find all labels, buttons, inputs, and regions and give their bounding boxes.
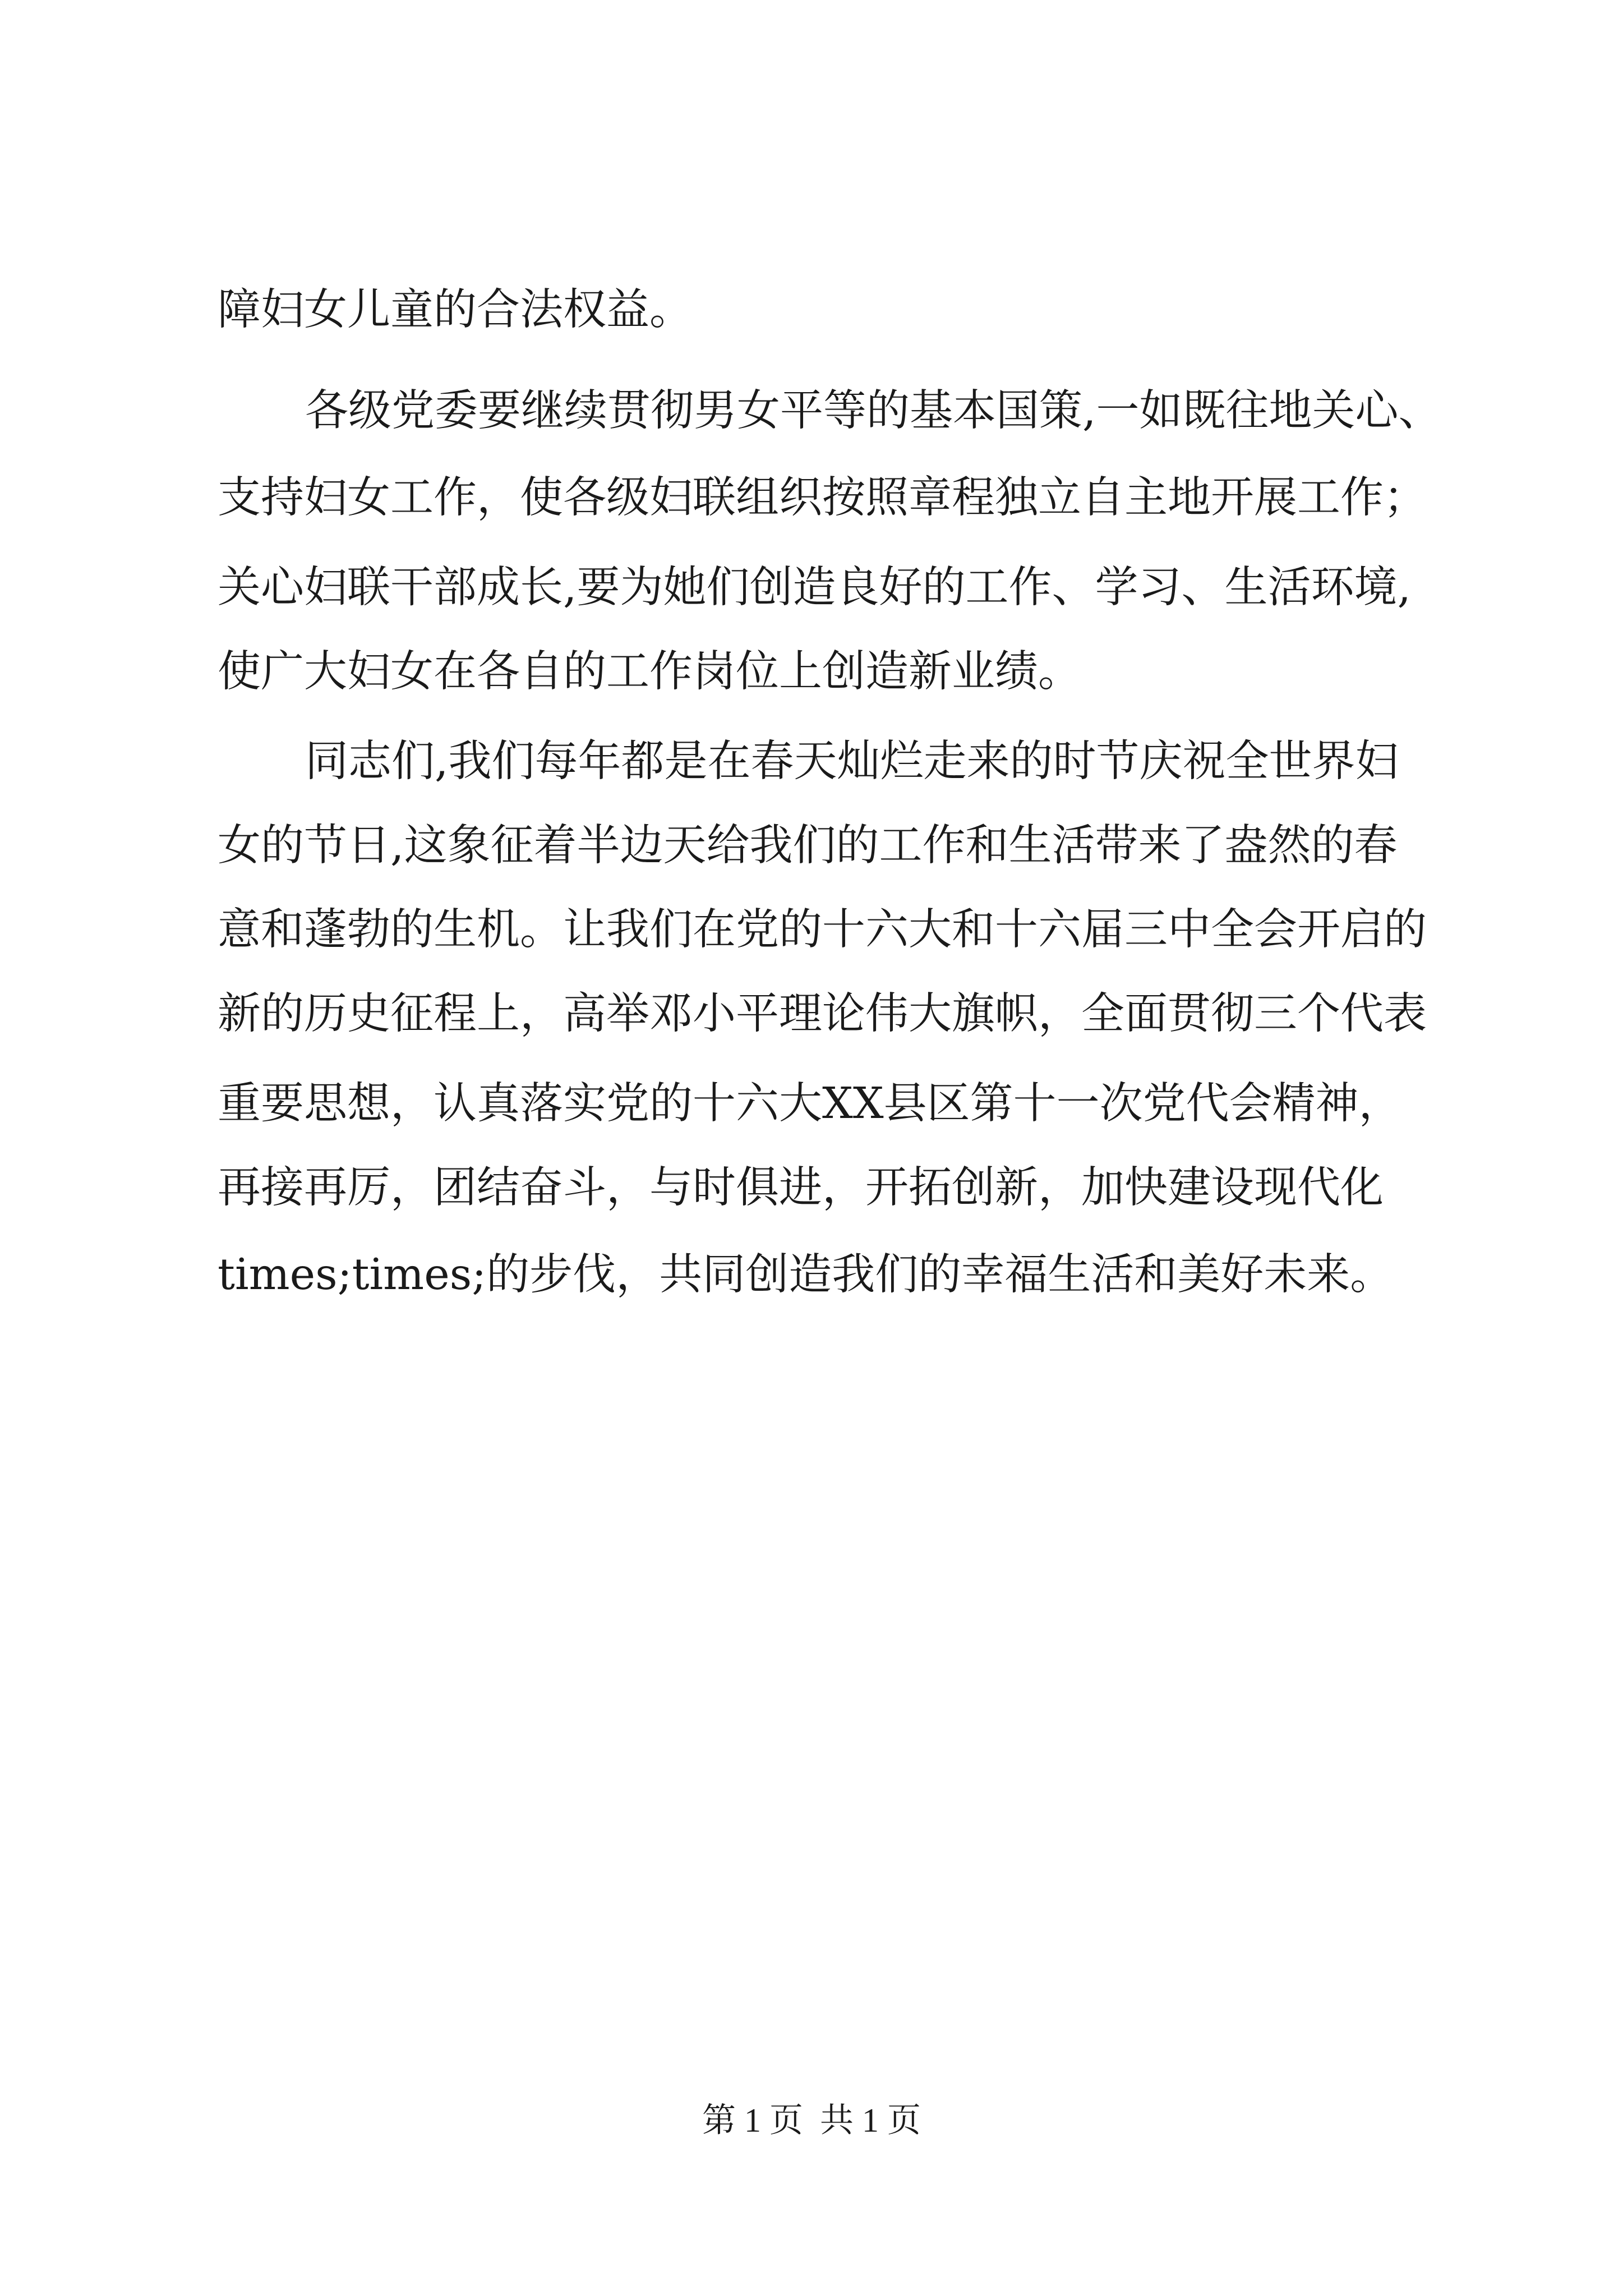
paragraph-line: 再接再厉，团结奋斗，与时俱进，开拓创新，加快建设现代化 [218, 1163, 1384, 1213]
paragraph-line: 关心妇联干部成长,要为她们创造良好的工作、学习、生活环境, [218, 563, 1411, 613]
paragraph-line: 支持妇女工作，使各级妇联组织按照章程独立自主地开展工作； [218, 473, 1427, 523]
paragraph-line: 意和蓬勃的生机。让我们在党的十六大和十六届三中全会开启的 [218, 905, 1427, 955]
page-number-footer: 第 1 页 共 1 页 [702, 2102, 921, 2139]
paragraph-line: times;times;的步伐，共同创造我们的幸福生活和美好未来。 [218, 1250, 1394, 1300]
paragraph-line: 障妇女儿童的合法权益。 [218, 285, 693, 335]
paragraph-line: 使广大妇女在各自的工作岗位上创造新业绩。 [218, 647, 1081, 697]
paragraph-line: 各级党委要继续贯彻男女平等的基本国策,一如既往地关心、 [305, 386, 1442, 436]
paragraph-line: 同志们,我们每年都是在春天灿烂走来的时节庆祝全世界妇 [305, 737, 1399, 786]
paragraph-line: 新的历史征程上，高举邓小平理论伟大旗帜，全面贯彻三个代表 [218, 989, 1427, 1039]
paragraph-line: 重要思想，认真落实党的十六大XX县区第十一次党代会精神， [218, 1079, 1402, 1129]
paragraph-line: 女的节日,这象征着半边天给我们的工作和生活带来了盎然的春 [218, 821, 1398, 871]
